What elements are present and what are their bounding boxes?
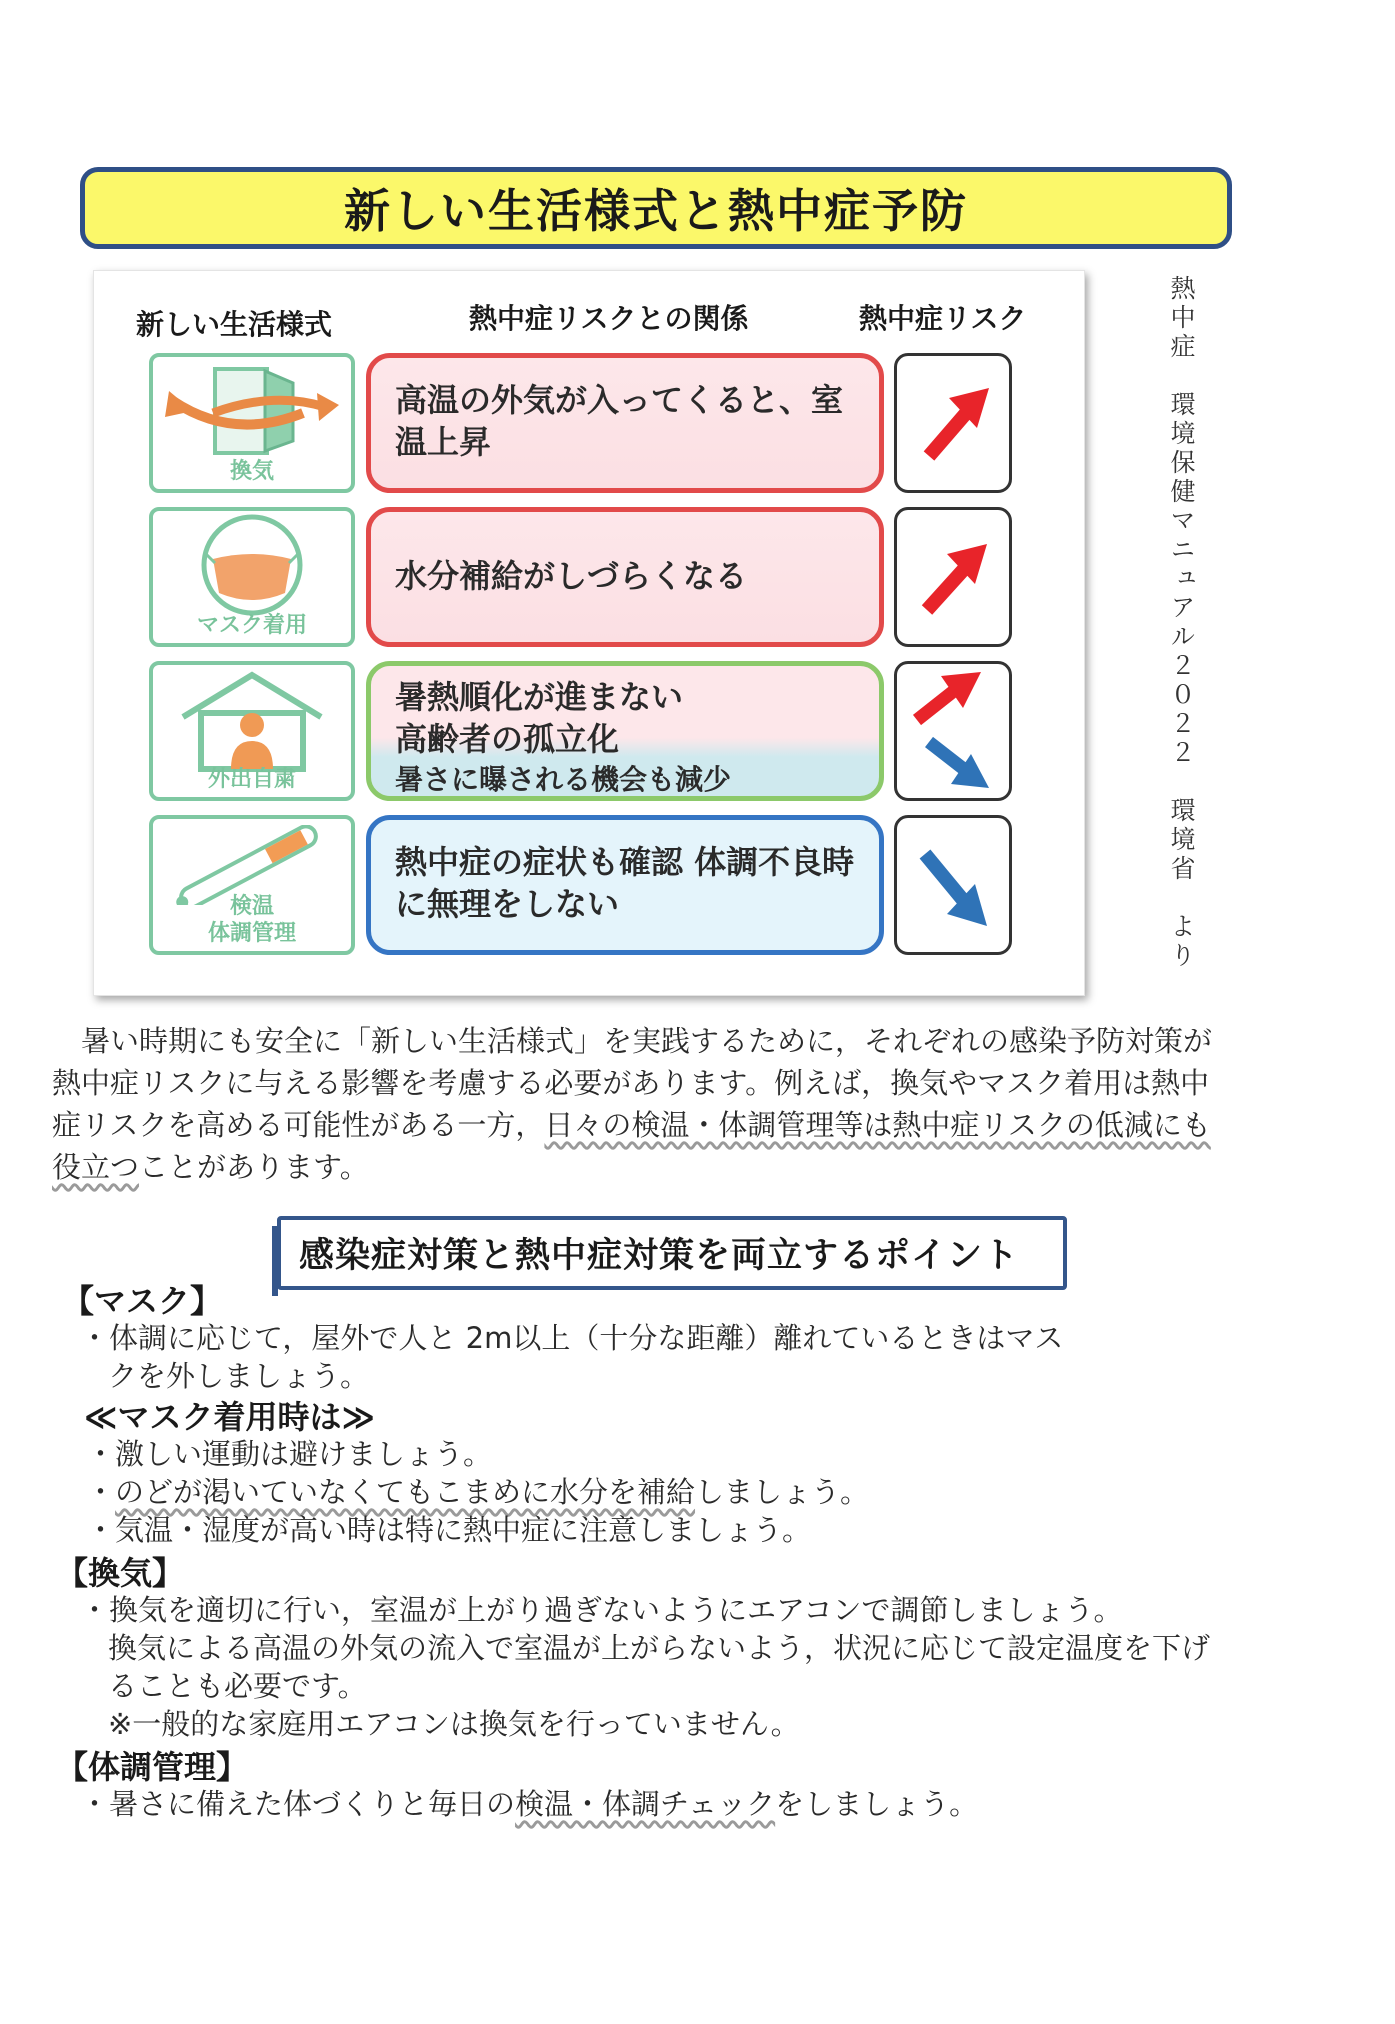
header-new-lifestyle: 新しい生活様式	[136, 308, 333, 341]
mask-line-1: ・体調に応じて，屋外で人と 2m以上（十分な距離）離れているときはマス	[80, 1321, 1064, 1355]
arrow-up-icon	[897, 356, 1009, 490]
stay-home-icon-box	[149, 661, 355, 801]
ventilation-line-1: ・換気を適切に行い，室温が上がり過ぎないようにエアコンで調節しましょう。	[80, 1593, 1123, 1627]
ventilation-description: 高温の外気が入ってくると、室温上昇	[366, 353, 884, 493]
health-line-1	[80, 1784, 978, 1824]
health-check-label	[153, 894, 351, 947]
intro-part-3: ことがあります。	[139, 1150, 369, 1184]
intro-paragraph	[52, 1020, 1232, 1188]
mask-bullet-2	[86, 1472, 869, 1512]
mask-label: マスク着用	[196, 612, 307, 638]
ventilation-line-4: ※一般的な家庭用エアコンは換気を行っていません。	[108, 1707, 800, 1741]
face-mask-icon	[153, 513, 351, 623]
ventilation-line-3: ることも必要です。	[108, 1669, 367, 1703]
stay-home-description	[366, 661, 884, 801]
ventilation-label: 換気	[229, 458, 274, 484]
health-check-icon-box	[149, 815, 355, 955]
ventilation-risk-box	[894, 353, 1012, 493]
stay-home-description-bottom: 暑さに曝される機会も減少	[395, 763, 732, 796]
ventilation-heading: 【換気】	[56, 1554, 185, 1592]
thermometer-icon	[153, 825, 351, 905]
ventilation-line-2: 換気による高温の外気の流入で室温が上がらないよう，状況に応じて設定温度を下げ	[108, 1631, 1211, 1665]
health-line-1-tail: をしましょう。	[775, 1787, 979, 1821]
ventilation-window-icon	[153, 361, 351, 461]
risk-figure	[93, 270, 1085, 996]
mask-bullet-2-emph: のどが渇いていなくてもこまめに水分を補給	[115, 1475, 696, 1509]
health-heading: 【体調管理】	[56, 1748, 249, 1786]
mask-line-2: クを外しましょう。	[108, 1359, 370, 1393]
source-note: 熱中症 環境保健マニュアル２０２２ 環境省 より	[1167, 275, 1196, 971]
stay-home-risk-box	[894, 661, 1012, 801]
mask-bullet-2-tail: しましょう。	[695, 1475, 870, 1509]
intro-part-1: 暑い時期にも安全に「新しい生活様式」を実践するために，それぞれの感染予防対策が熱中症リスクに与える影響を考慮する必要があります。例えば，換気やマスク着用は熱中症リスクを高める可能性がある一方，	[52, 1024, 1213, 1142]
health-line-1-head: ・暑さに備えた体づくりと毎日の	[80, 1787, 516, 1821]
ventilation-icon-box	[149, 353, 355, 493]
header-risk: 熱中症リスク	[859, 302, 1027, 335]
mask-heading: 【マスク】	[62, 1282, 223, 1320]
mask-sub-heading: ≪マスク着用時は≫	[84, 1398, 376, 1436]
arrow-up-down-icon	[897, 664, 1009, 798]
mask-icon-box	[149, 507, 355, 647]
health-line-1-emph: 検温・体調チェック	[515, 1787, 776, 1821]
points-title: 感染症対策と熱中症対策を両立するポイント	[277, 1216, 1067, 1290]
mask-bullet-2-dot: ・	[86, 1475, 116, 1509]
intro-part-2: 日々の検温・体調管理等は熱中症リスクの低減にも役立つ	[52, 1108, 1211, 1184]
mask-description: 水分補給がしづらくなる	[366, 507, 884, 647]
arrow-down-icon	[897, 818, 1009, 952]
health-check-risk-box	[894, 815, 1012, 955]
mask-bullet-3: ・気温・湿度が高い時は特に熱中症に注意しましょう。	[86, 1513, 812, 1547]
house-person-icon	[153, 669, 351, 779]
page-title: 新しい生活様式と熱中症予防	[80, 167, 1232, 249]
stay-home-description-top: 暑熱順化が進まない 高齢者の孤立化	[395, 678, 684, 758]
stay-home-label: 外出自粛	[207, 766, 296, 792]
temperature-label: 検温	[229, 894, 274, 920]
health-management-label: 体調管理	[207, 920, 296, 946]
health-check-description: 熱中症の症状も確認 体調不良時に無理をしない	[366, 815, 884, 955]
mask-risk-box	[894, 507, 1012, 647]
mask-bullet-1: ・激しい運動は避けましょう。	[86, 1437, 493, 1471]
arrow-up-icon	[897, 510, 1009, 644]
header-risk-relation: 熱中症リスクとの関係	[469, 302, 749, 335]
